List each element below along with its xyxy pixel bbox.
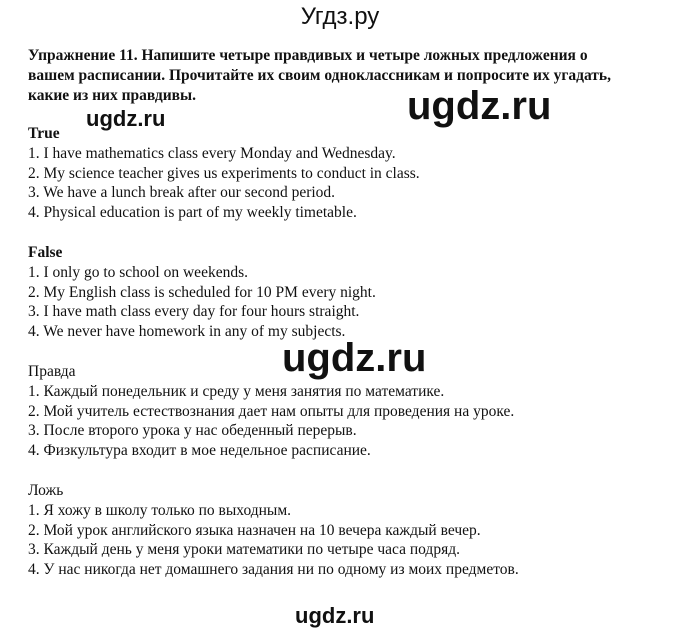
false-heading: False <box>28 244 63 261</box>
false-line-3: 3. I have math class every day for four hours straight. <box>28 303 360 321</box>
lozh-line-1: 1. Я хожу в школу только по выходным. <box>28 501 292 519</box>
lozh-line-4: 4. У нас никогда нет домашнего задания ни по одному из моих предметов. <box>28 561 519 579</box>
false-line-1: 1. I only go to school on weekends. <box>28 263 248 281</box>
true-line-2: 2. My science teacher gives us experiments to conduct in class. <box>28 164 420 182</box>
watermark: ugdz.ru <box>295 603 375 628</box>
site-title: Угдз.ру <box>300 3 380 30</box>
false-line-2: 2. My English class is scheduled for 10 PM every night. <box>28 283 376 301</box>
watermark: ugdz.ru <box>86 106 166 131</box>
true-section <box>28 124 668 223</box>
lozh-heading: Ложь <box>28 482 64 499</box>
pravda-heading: Правда <box>28 363 76 380</box>
false-line-4: 4. We never have homework in any of my subjects. <box>28 323 346 341</box>
true-line-3: 3. We have a lunch break after our second period. <box>28 184 336 202</box>
true-line-4: 4. Physical education is part of my weekly timetable. <box>28 204 357 222</box>
watermark: ugdz.ru <box>282 336 427 380</box>
watermark: ugdz.ru <box>407 84 552 128</box>
lozh-line-3: 3. Каждый день у меня уроки математики по четыре часа подряд. <box>28 541 460 559</box>
exercise-task-text: Упражнение 11. Напишите четыре правдивых и четыре ложных предложения о вашем расписании. Прочитайте их своим одноклассникам и попросите их угадать, какие из них правдивы. <box>28 47 611 104</box>
pravda-line-4: 4. Физкультура входит в мое недельное расписание. <box>28 442 371 460</box>
pravda-line-3: 3. После второго урока у нас обеденный перерыв. <box>28 422 357 440</box>
lozh-section <box>28 481 668 580</box>
true-line-1: 1. I have mathematics class every Monday and Wednesday. <box>28 144 396 162</box>
true-heading: True <box>28 125 60 142</box>
false-section <box>28 243 668 342</box>
pravda-line-1: 1. Каждый понедельник и среду у меня занятия по математике. <box>28 382 445 400</box>
pravda-line-2: 2. Мой учитель естествознания дает нам опыты для проведения на уроке. <box>28 402 515 420</box>
lozh-line-2: 2. Мой урок английского языка назначен на 10 вечера каждый вечер. <box>28 521 481 539</box>
